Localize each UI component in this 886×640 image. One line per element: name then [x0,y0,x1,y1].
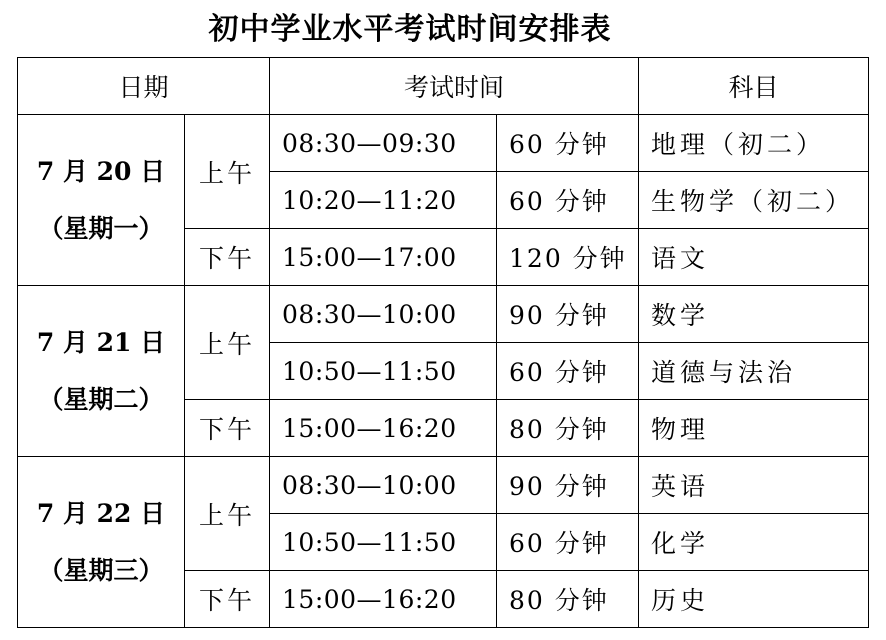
weekday-label: （星期三） [38,556,164,585]
period-afternoon: 下午 [185,229,270,286]
weekday-label: （星期二） [38,385,164,414]
exam-time: 15:00—17:00 [270,229,497,286]
exam-time: 15:00—16:20 [270,400,497,457]
date-label: 7 月 21 日 [36,328,166,357]
exam-duration: 60 分钟 [497,115,639,172]
header-exam-time: 考试时间 [270,58,639,115]
table-row [18,286,869,343]
exam-schedule-table [17,57,869,628]
exam-duration: 90 分钟 [497,457,639,514]
exam-time: 10:20—11:20 [270,172,497,229]
exam-duration: 120 分钟 [497,229,639,286]
exam-subject: 化学 [639,514,869,571]
exam-duration: 60 分钟 [497,172,639,229]
period-afternoon: 下午 [185,400,270,457]
weekday-label: （星期一） [38,214,164,243]
exam-duration: 80 分钟 [497,571,639,628]
exam-time: 08:30—09:30 [270,115,497,172]
exam-duration: 80 分钟 [497,400,639,457]
exam-subject: 语文 [639,229,869,286]
exam-subject: 历史 [639,571,869,628]
exam-duration: 60 分钟 [497,343,639,400]
period-morning: 上午 [185,457,270,571]
exam-time: 10:50—11:50 [270,514,497,571]
period-morning: 上午 [185,115,270,229]
exam-time: 10:50—11:50 [270,343,497,400]
period-morning: 上午 [185,286,270,400]
exam-subject: 物理 [639,400,869,457]
header-subject: 科目 [639,58,869,115]
date-label: 7 月 20 日 [36,157,166,186]
exam-subject: 生物学（初二） [639,172,869,229]
date-cell [18,286,185,457]
table-row [18,115,869,172]
period-afternoon: 下午 [185,571,270,628]
exam-duration: 60 分钟 [497,514,639,571]
header-date: 日期 [18,58,270,115]
exam-time: 08:30—10:00 [270,286,497,343]
date-cell [18,457,185,628]
table-header-row [18,58,869,115]
exam-subject: 英语 [639,457,869,514]
exam-subject: 数学 [639,286,869,343]
exam-duration: 90 分钟 [497,286,639,343]
exam-time: 15:00—16:20 [270,571,497,628]
exam-subject: 道德与法治 [639,343,869,400]
date-cell [18,115,185,286]
exam-time: 08:30—10:00 [270,457,497,514]
table-row [18,457,869,514]
page-title: 初中学业水平考试时间安排表 [208,12,612,47]
exam-subject: 地理（初二） [639,115,869,172]
date-label: 7 月 22 日 [36,499,166,528]
